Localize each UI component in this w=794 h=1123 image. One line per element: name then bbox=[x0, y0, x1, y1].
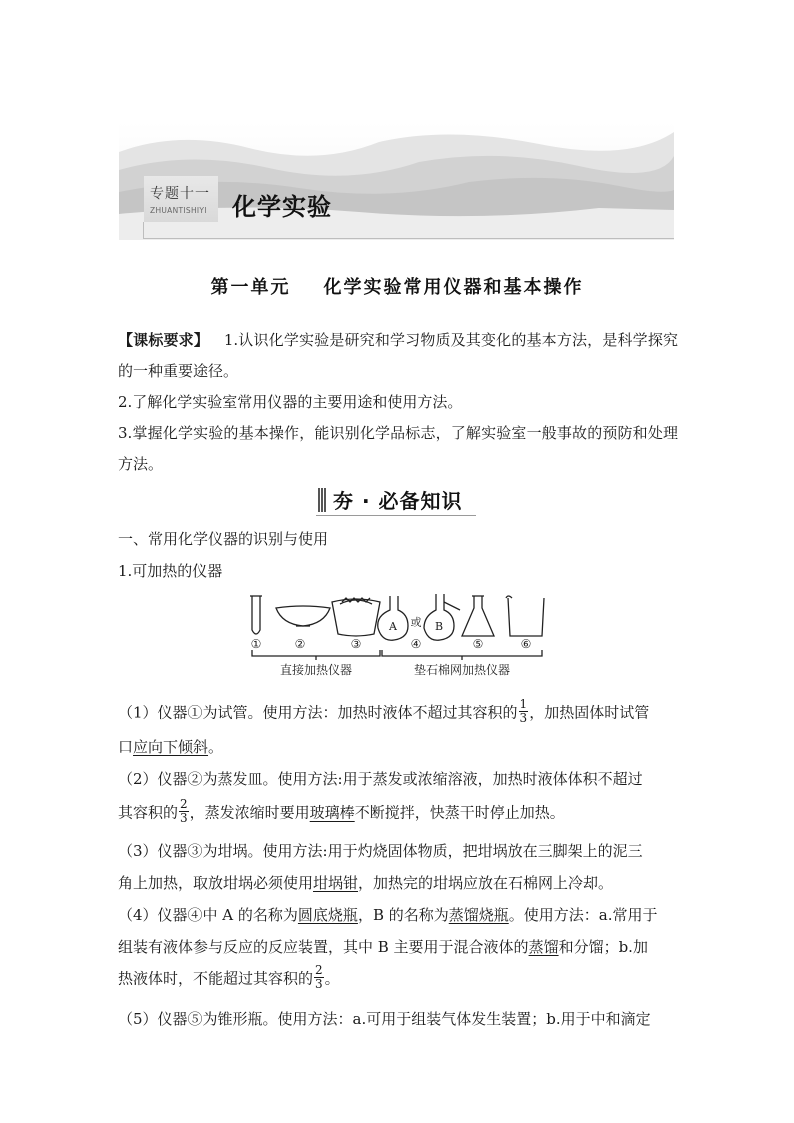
unit-title bbox=[0, 273, 794, 299]
crucible-icon bbox=[332, 599, 380, 636]
item-1-text-a: （1）仪器①为试管。使用方法：加热时液体不超过其容积的 bbox=[118, 703, 518, 722]
fraction-one-third bbox=[519, 698, 529, 725]
banner-divider bbox=[143, 238, 674, 239]
banner-divider-vertical bbox=[143, 222, 144, 239]
curriculum-requirement-1 bbox=[118, 325, 678, 387]
flask-a-label: A bbox=[389, 620, 397, 633]
fraction-denominator: 3 bbox=[315, 977, 323, 991]
label-5: ⑤ bbox=[472, 637, 484, 651]
item-1-line-2 bbox=[118, 736, 223, 757]
distilling-flask-icon bbox=[424, 594, 454, 640]
item-4-text-d: 组装有液体参与反应的反应装置，其中 B 主要用于混合液体的 bbox=[118, 938, 529, 956]
group-direct-label: 直接加热仪器 bbox=[279, 663, 353, 677]
item-2-text-b: 其容积的 bbox=[118, 803, 179, 822]
item-3-line-1: （3）仪器③为坩埚。使用方法:用于灼烧固体物质，把坩埚放在三脚架上的泥三 bbox=[118, 842, 643, 860]
item-5-line-1: （5）仪器⑤为锥形瓶。使用方法：a.可用于组装气体发生装置；b.用于中和滴定 bbox=[118, 1010, 651, 1028]
conical-flask-icon bbox=[462, 596, 494, 636]
curriculum-requirement-3: 3.掌握化学实验的基本操作，能识别化学品标志，了解实验室一般事故的预防和处理方法。 bbox=[118, 424, 678, 473]
item-2-answer: 玻璃棒 bbox=[309, 803, 355, 822]
item-4-answer-1: 圆底烧瓶 bbox=[297, 906, 358, 924]
section-tag-bar bbox=[318, 488, 326, 512]
apparatus-diagram bbox=[240, 590, 550, 686]
subsection-heading: 1.可加热的仪器 bbox=[118, 562, 223, 580]
item-4-text-b: ，B 的名称为 bbox=[357, 906, 449, 924]
item-4-text-c: 。使用方法：a.常用于 bbox=[508, 906, 658, 924]
fraction-numerator: 1 bbox=[519, 697, 528, 711]
unit-title-number: 第一单元 bbox=[210, 277, 291, 298]
item-2-line-1: （2）仪器②为蒸发皿。使用方法:用于蒸发或浓缩溶液，加热时液体体积不超过 bbox=[118, 770, 643, 788]
item-1-line-1 bbox=[118, 697, 650, 727]
item-4-answer-3: 蒸馏 bbox=[528, 938, 559, 956]
item-3-text-c: ，加热完的坩埚应放在石棉网上冷却。 bbox=[358, 874, 614, 892]
curriculum-item1-prefix: 1.认识 bbox=[223, 331, 269, 349]
curriculum-requirement-2: 2.了解化学实验室常用仪器的主要用途和使用方法。 bbox=[118, 393, 463, 411]
or-text: 或 bbox=[410, 616, 422, 629]
item-1-text-d: 。 bbox=[208, 738, 224, 756]
label-3: ③ bbox=[350, 637, 362, 651]
item-4-line-2 bbox=[118, 936, 648, 957]
flask-b-label: B bbox=[434, 620, 444, 633]
fraction-denominator: 3 bbox=[180, 811, 188, 825]
topic-label: 专题十一 bbox=[150, 186, 210, 202]
fraction-numerator: 2 bbox=[180, 797, 188, 811]
beaker-icon bbox=[508, 598, 544, 636]
item-1-text-b: ，加热固体时试管 bbox=[529, 703, 650, 722]
item-4-text-g: 。 bbox=[324, 969, 340, 988]
curriculum-tag: 【课标要求】 bbox=[118, 331, 210, 349]
section-tag: 夯 · 必备知识 bbox=[333, 489, 463, 513]
section-heading: 一、常用化学仪器的识别与使用 bbox=[118, 530, 329, 548]
apparatus-diagram-svg bbox=[240, 590, 550, 682]
item-1-text-c: 口 bbox=[118, 738, 134, 756]
unit-title-name: 化学实验常用仪器和基本操作 bbox=[323, 277, 584, 298]
test-tube-icon bbox=[252, 596, 260, 634]
item-3-line-2 bbox=[118, 872, 613, 893]
chapter-title: 化学实验 bbox=[232, 193, 332, 221]
item-4-text-f: 热液体时，不能超过其容积的 bbox=[118, 969, 314, 988]
item-4-line-3 bbox=[118, 963, 340, 993]
label-2: ② bbox=[294, 637, 306, 651]
item-4-text-e: 和分馏；b.加 bbox=[558, 938, 648, 956]
item-3-text-b: 角上加热，取放坩埚必须使用 bbox=[118, 874, 314, 892]
label-4: ④ bbox=[410, 637, 422, 651]
label-6: ⑥ bbox=[520, 637, 532, 651]
fraction-denominator: 3 bbox=[519, 711, 528, 725]
item-2-line-2 bbox=[118, 797, 565, 827]
round-bottom-flask-icon bbox=[378, 596, 408, 640]
group-mesh-label: 垫石棉网加热仪器 bbox=[413, 663, 511, 677]
item-4-answer-2: 蒸馏烧瓶 bbox=[448, 906, 509, 924]
fraction-two-thirds bbox=[179, 798, 189, 825]
fraction-two-thirds bbox=[314, 964, 324, 991]
item-4-line-1 bbox=[118, 904, 657, 925]
item-4-text-a: （4）仪器④中 A 的名称为 bbox=[118, 906, 298, 924]
item-2-text-c: ，蒸发浓缩时要用 bbox=[189, 803, 310, 822]
evaporating-dish-icon bbox=[276, 606, 330, 626]
label-1: ① bbox=[250, 637, 262, 651]
item-2-text-d: 不断搅拌，快蒸干时停止加热。 bbox=[354, 803, 565, 822]
curriculum-item1-body: 化学实验是研究和学习物质及其变化的基本方法，是科学探究的一种重要途径。 bbox=[118, 331, 678, 380]
topic-pinyin: ZHUANTISHIYI bbox=[150, 206, 207, 215]
item-3-answer: 坩埚钳 bbox=[313, 874, 359, 892]
fraction-numerator: 2 bbox=[315, 963, 323, 977]
item-1-answer: 应向下倾斜 bbox=[133, 738, 209, 756]
